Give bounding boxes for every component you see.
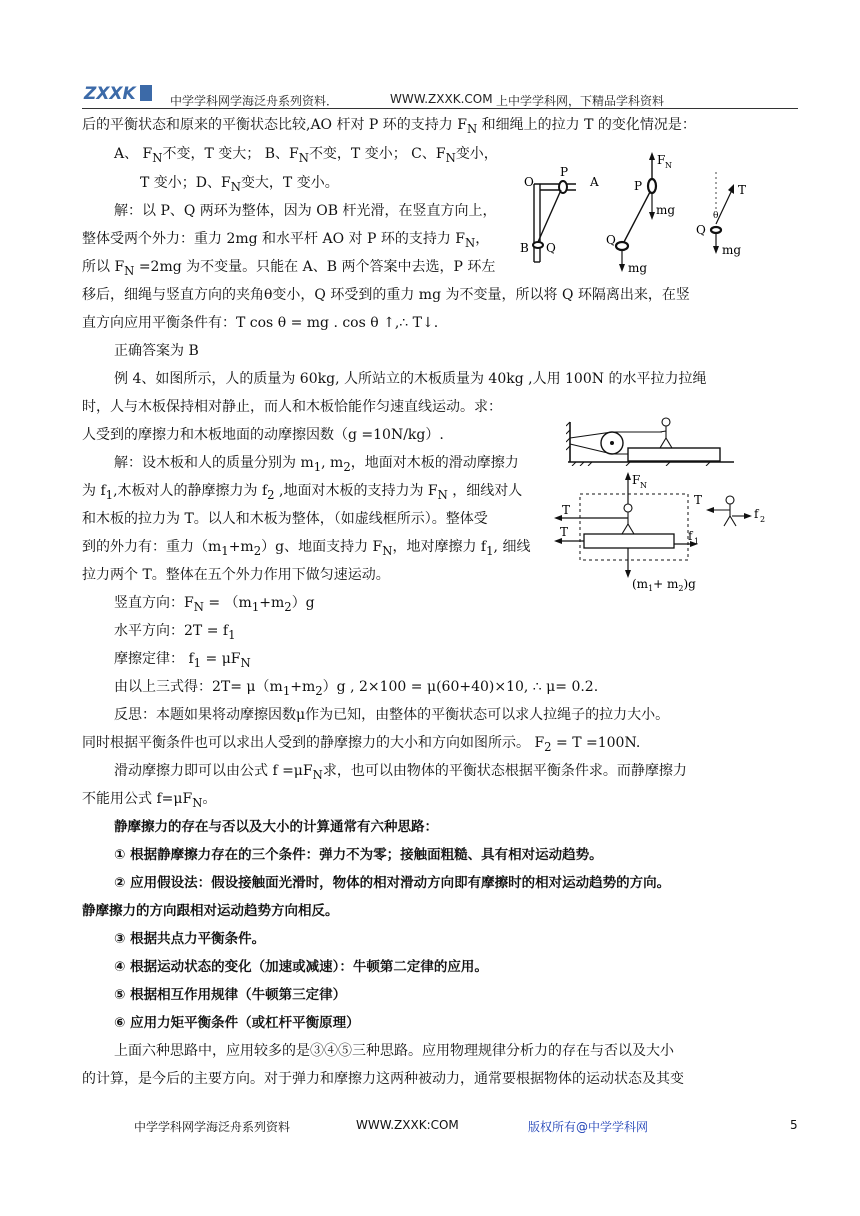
text-line: 滑动摩擦力即可以由公式 $f =\mu F_N$求，也可以由物体的平衡状态根据平衡条件求。而静摩擦力 xyxy=(114,763,687,782)
header-left-text: 中学学科网学海泛舟系列资料． xyxy=(170,94,339,108)
page-header xyxy=(82,82,798,109)
figure-free-body xyxy=(552,470,784,592)
text-line: 拉力两个 T。整体在五个外力作用下做匀速运动。 xyxy=(82,567,390,583)
svg-text:B: B xyxy=(520,241,529,255)
equation-line: 摩擦定律： $f_1 = \mu F_N$ xyxy=(114,651,251,670)
text-line: 到的外力有：重力$(m_1+m_2)g$、地面支持力 $F_N$，地对摩擦力 $f_1$, 细线 xyxy=(82,539,531,558)
option-line: A、 $F_N$不变，T 变大； B、$F_N$不变，T 变小； C、$F_N$变小， xyxy=(114,146,498,165)
svg-text:T: T xyxy=(562,503,571,517)
svg-text:P: P xyxy=(560,165,569,179)
equation-line: 竖直方向：$F_N = (m_1+m_2)g$ xyxy=(114,595,315,614)
text-line: 时，人与木板保持相对静止，而人和木板恰能作匀速直线运动。求： xyxy=(82,399,502,415)
svg-text:f: f xyxy=(688,529,693,543)
example-title: 例 4、如图所示，人的质量为 60kg, 人所站立的木板质量为 40kg ,人用 100N 的水平拉力拉绳 xyxy=(114,371,707,387)
text-line: 人受到的摩擦力和木板地面的动摩擦因数（g =10N/kg）. xyxy=(82,427,444,443)
text-line: 反思：本题如果将动摩擦因数μ作为已知，由整体的平衡状态可以求人拉绳子的拉力大小。 xyxy=(114,707,670,723)
text-line: 解：设木板和人的质量分别为 $m_1$, $m_2$，地面对木板的滑动摩擦力 xyxy=(114,455,519,474)
text-line: 上面六种思路中，应用较多的是③④⑤三种思路。应用物理规律分析力的存在与否以及大小 xyxy=(114,1043,674,1059)
zxxk-logo xyxy=(82,82,154,104)
text-line: 所以 $F_N =2mg$ 为不变量。只能在 A、B 两个答案中去选，P 环左 xyxy=(82,259,496,278)
bold-item: ⑥ 应用力矩平衡条件（或杠杆平衡原理） xyxy=(114,1015,360,1031)
equation-line: 由以上三式得：$2T= \mu(m_1+m_2)g$ , 2×100 = μ(60+40)×10, ∴ μ= 0.2. xyxy=(114,679,599,698)
equation-line: 水平方向：$2T = f_1$ xyxy=(114,623,236,642)
svg-text:mg: mg xyxy=(656,203,676,217)
text-line: 的计算，是今后的主要方向。对于弹力和摩擦力这两种被动力，通常要根据物体的运动状态及其变 xyxy=(82,1071,684,1087)
option-line: T 变小；D、$F_N$变大，T 变小。 xyxy=(140,175,339,194)
text-line: 和木板的拉力为 T。以人和木板为整体，（如虚线框所示）。整体受 xyxy=(82,511,488,527)
text-line: 后的平衡状态和原来的平衡状态比较,AO 杆对 P 环的支持力 $F_N$ 和细绳上的拉力 T 的变化情况是： xyxy=(82,117,696,136)
figure-rings-diagram xyxy=(516,150,786,282)
svg-text:N: N xyxy=(665,161,672,170)
svg-text:F: F xyxy=(657,153,666,167)
svg-text:T: T xyxy=(560,525,569,539)
footer-site-link[interactable]: WWW.ZXXK:COM xyxy=(356,1118,459,1132)
bold-item: ② 应用假设法：假设接触面光滑时，物体的相对滑动方向即有摩擦时的相对运动趋势的方向。 xyxy=(114,875,671,891)
header-slogan: 上中学学科网，下精品学科资料 xyxy=(496,94,665,108)
svg-text:θ: θ xyxy=(713,211,719,221)
svg-text:mg: mg xyxy=(628,261,648,275)
bold-item: ④ 根据运动状态的变化（加速或减速）：牛顿第二定律的应用。 xyxy=(114,959,488,975)
bold-heading: 静摩擦力的存在与否以及大小的计算通常有六种思路： xyxy=(114,819,438,835)
footer-copyright-link[interactable]: 版权所有@中学学科网 xyxy=(528,1120,649,1134)
figure-person-board xyxy=(566,410,736,466)
ring-q xyxy=(533,242,543,248)
svg-text:Q: Q xyxy=(546,241,556,255)
text-line: 整体受两个外力：重力 2mg 和水平杆 AO 对 P 环的支持力 $F_N$， xyxy=(82,231,490,250)
svg-text:1: 1 xyxy=(694,537,700,546)
svg-text:O: O xyxy=(524,175,534,189)
text-line: 直方向应用平衡条件有：T cos θ = mg . cos θ ↑,∴ T↓. xyxy=(82,315,439,331)
text-line: 移后，细绳与竖直方向的夹角θ变小，Q 环受到的重力 mg 为不变量，所以将 Q 环隔离出来，在竖 xyxy=(82,287,690,303)
svg-text:T: T xyxy=(694,493,703,507)
bold-item: ⑤ 根据相互作用规律（牛顿第三定律） xyxy=(114,987,347,1003)
answer-line: 正确答案为 B xyxy=(114,343,199,359)
text-line: 解：以 P、Q 两环为整体，因为 OB 杆光滑，在竖直方向上， xyxy=(114,203,497,219)
page-number: 5 xyxy=(790,1118,798,1132)
svg-text:F: F xyxy=(632,473,641,487)
footer-left-text: 中学学科网学海泛舟系列资料 xyxy=(134,1120,291,1134)
text-line: 不能用公式 $f=\mu F_N$。 xyxy=(82,791,217,810)
logo-text: ZXXK xyxy=(84,84,136,104)
svg-text:2: 2 xyxy=(760,515,766,524)
text-line: 为 $f_1$,木板对人的静摩擦力为 $f_2$ ,地面对木板的支持力为 $F_N$ ，细线对人 xyxy=(82,483,523,502)
bold-item: ③ 根据共点力平衡条件。 xyxy=(114,931,266,947)
svg-text:(m1+ m2)g: $(m_1+ m_2)g$ xyxy=(632,577,696,592)
bold-item: ① 根据静摩擦力存在的三个条件：弹力不为零；接触面粗糙、具有相对运动趋势。 xyxy=(114,847,603,863)
svg-text:P: P xyxy=(634,179,643,193)
bold-item: 静摩擦力的方向跟相对运动趋势方向相反。 xyxy=(82,903,339,919)
svg-text:T: T xyxy=(738,183,747,197)
svg-text:mg: mg xyxy=(722,243,742,257)
text-line: 同时根据平衡条件也可以求出人受到的静摩擦力的大小和方向如图所示。 $F_2 = T =100N$. xyxy=(82,735,641,754)
svg-text:Q: Q xyxy=(696,223,706,237)
svg-text:N: N xyxy=(640,481,647,490)
svg-text:Q: Q xyxy=(606,233,616,247)
header-site-link[interactable]: WWW.ZXXK.COM xyxy=(390,92,493,106)
svg-text:A: A xyxy=(590,175,599,189)
svg-text:f: f xyxy=(754,507,759,521)
